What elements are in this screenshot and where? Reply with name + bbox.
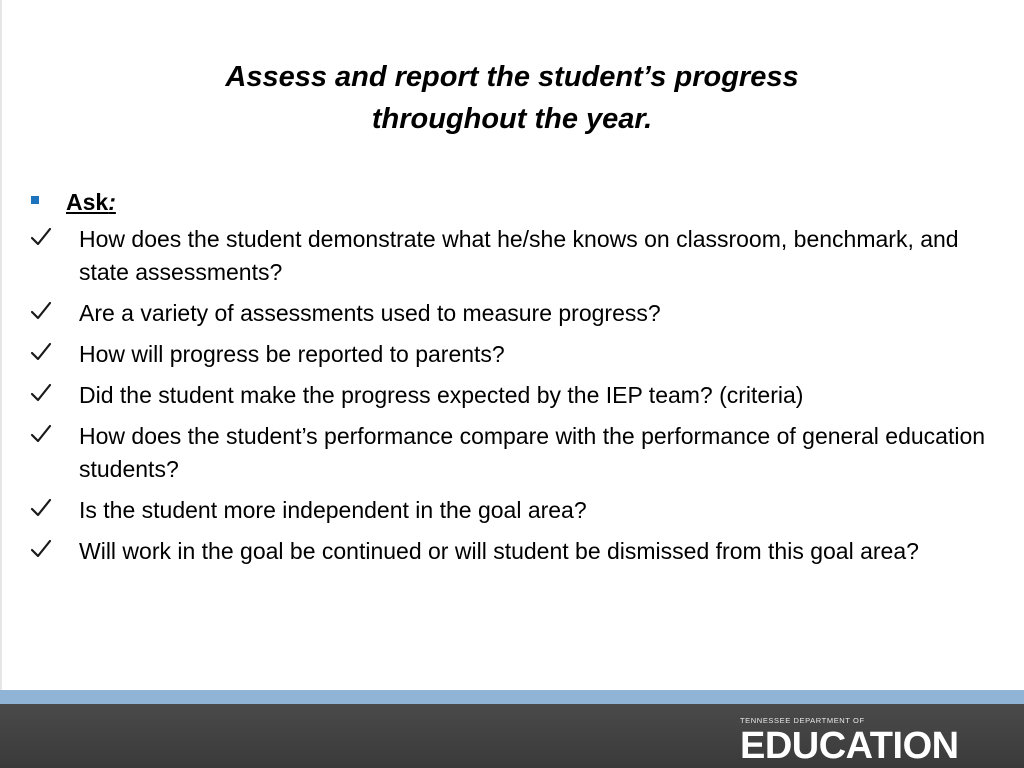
slide-title-line-2: throughout the year.	[371, 103, 653, 135]
slide-content	[28, 186, 1008, 576]
checkmark-icon	[30, 420, 52, 448]
ask-heading-row	[28, 186, 1008, 219]
list-item-text: How does the student’s performance compare with the performance of general education students?	[79, 423, 986, 482]
list-item	[28, 223, 1008, 289]
ask-heading-colon: :	[108, 189, 116, 215]
checkmark-icon	[30, 297, 52, 325]
list-item-text: Will work in the goal be continued or will student be dismissed from this goal area?	[79, 538, 919, 564]
list-item-text: Is the student more independent in the goal area?	[79, 497, 587, 523]
square-bullet-icon	[31, 196, 39, 204]
slide-title	[0, 56, 1024, 140]
list-item	[28, 379, 1008, 412]
logo-education-text: EDUCATION	[740, 725, 959, 767]
ask-heading-text: Ask	[66, 189, 109, 215]
question-list	[28, 223, 1008, 568]
list-item-text: Are a variety of assessments used to measure progress?	[79, 300, 661, 326]
list-item-text: Did the student make the progress expected by the IEP team? (criteria)	[79, 382, 804, 408]
list-item	[28, 297, 1008, 330]
logo-department-text: TENNESSEE DEPARTMENT OF	[740, 716, 865, 725]
slide-title-line-1: Assess and report the student’s progress	[225, 61, 799, 93]
checkmark-icon	[30, 223, 52, 251]
list-item	[28, 420, 1008, 486]
list-item-text: How will progress be reported to parents?	[79, 341, 505, 367]
checkmark-icon	[30, 338, 52, 366]
list-item	[28, 535, 1008, 568]
checkmark-icon	[30, 379, 52, 407]
list-item-text: How does the student demonstrate what he/she knows on classroom, benchmark, and state assessments?	[79, 226, 959, 285]
checkmark-icon	[30, 494, 52, 522]
list-item	[28, 494, 1008, 527]
list-item	[28, 338, 1008, 371]
tn-education-logo	[740, 716, 970, 767]
checkmark-icon	[30, 535, 52, 563]
footer-accent-band	[0, 690, 1024, 704]
ask-heading	[66, 186, 116, 219]
